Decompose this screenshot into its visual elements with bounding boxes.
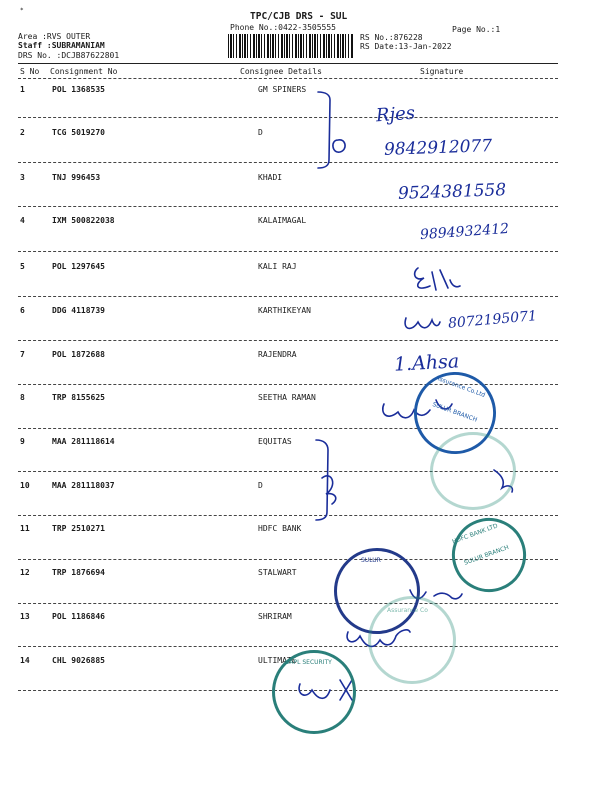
row-6-signature	[405, 318, 440, 328]
row-8-sno: 8	[20, 393, 25, 402]
row-11-consignee: HDFC BANK	[258, 524, 302, 533]
shriram-stamp-text: Assurance Co	[387, 607, 428, 614]
row-3-consignee: KHADI	[258, 173, 283, 182]
area-label: Area :RVS OUTER	[18, 32, 91, 41]
row-6-consignee: KARTHIKEYAN	[258, 306, 311, 315]
row-12-consignment: TRP 1876694	[52, 568, 105, 577]
row-14-consignee: ULTIMATE	[258, 656, 297, 665]
bracket-rows-9-10	[316, 440, 328, 520]
column-consignee: Consignee Details	[240, 67, 322, 76]
phone-number: Phone No.:0422-3505555	[230, 23, 336, 32]
seetha-stamp-inner-text: SULUR BRANCH	[431, 401, 479, 424]
ultimate-stamp-text: UAPL SECURITY	[285, 659, 332, 666]
row-5-sno: 5	[20, 262, 25, 271]
row-4-sno: 4	[20, 216, 25, 225]
row-1-sno: 1	[20, 85, 25, 94]
row-2-consignment: TCG 5019270	[52, 128, 105, 137]
column-sno: S No	[20, 67, 40, 76]
row-14-consignment: CHL 9026885	[52, 656, 105, 665]
hdfc-stamp-text: HDFC BANK LTD	[451, 522, 499, 546]
row-13-consignee: SHRIRAM	[258, 612, 292, 621]
row-8-consignee: SEETHA RAMAN	[258, 393, 316, 402]
row-3-sno: 3	[20, 173, 25, 182]
row-2-signature: 9842912077	[383, 136, 493, 160]
row-13-sno: 13	[20, 612, 30, 621]
row-3-consignment: TNJ 996453	[52, 173, 101, 182]
row-5-consignment: POL 1297645	[52, 262, 105, 271]
row-11-sno: 11	[20, 524, 30, 533]
drs-number: DRS No. :DCJB87622801	[18, 51, 120, 60]
row-10-consignment: MAA 281118037	[52, 481, 115, 490]
row-4-consignee: KALAIMAGAL	[258, 216, 307, 225]
corner-mark: *	[20, 7, 24, 14]
row-2-consignee: D	[258, 128, 263, 137]
row-7-signature: 1.Ahsa	[393, 350, 460, 376]
column-signature: Signature	[420, 67, 464, 76]
row-4-consignment: IXM 500822038	[52, 216, 115, 225]
seetha-stamp-text: Assurance Co.Ltd	[434, 374, 487, 399]
row-2-sno: 2	[20, 128, 25, 137]
page-number: Page No.:1	[452, 25, 501, 34]
row-7-consignment: POL 1872688	[52, 350, 105, 359]
row-9-consignment: MAA 281118614	[52, 437, 115, 446]
row-5-consignee: KALI RAJ	[258, 262, 297, 271]
row-3-signature: 9524381558	[397, 180, 507, 204]
rs-number: RS No.:876228	[360, 33, 423, 42]
row-13-consignment: POL 1186846	[52, 612, 105, 621]
row-7-consignee: RAJENDRA	[258, 350, 297, 359]
row-5-signature	[415, 268, 460, 290]
row-10-consignee: D	[258, 481, 263, 490]
row-6-consignment: DDG 4118739	[52, 306, 105, 315]
stalwart-stamp-text: SULUR	[361, 557, 381, 564]
staff-label: Staff :SUBRAMANIAM	[18, 41, 105, 50]
row-14-sno: 14	[20, 656, 30, 665]
bracket-rows-1-2	[318, 92, 330, 168]
row-7-sno: 7	[20, 350, 25, 359]
row-1-consignee: GM SPINERS	[258, 85, 307, 94]
numeral-mark-rows-9-10	[322, 476, 336, 504]
row-6-phone: 8072195071	[447, 308, 538, 332]
row-1-consignment: POL 1368535	[52, 85, 105, 94]
circle-mark-rows-1-2	[333, 140, 345, 152]
hdfc-stamp-inner-text: SULUR BRANCH	[463, 544, 510, 567]
shriram-stamp	[368, 596, 456, 684]
row-1-signature: Rjes	[375, 102, 416, 127]
row-9-sno: 9	[20, 437, 25, 446]
equitas-stamp	[430, 432, 516, 510]
row-12-consignee: STALWART	[258, 568, 297, 577]
row-11-consignment: TRP 2510271	[52, 524, 105, 533]
row-9-consignee: EQUITAS	[258, 437, 292, 446]
column-consignment: Consignment No	[50, 67, 118, 76]
ultimate-security-stamp	[272, 650, 356, 734]
row-6-sno: 6	[20, 306, 25, 315]
row-4-signature: 9894932412	[419, 220, 510, 244]
row-12-sno: 12	[20, 568, 30, 577]
row-10-sno: 10	[20, 481, 30, 490]
sheet-title: TPC/CJB DRS - SUL	[250, 11, 348, 22]
rs-date: RS Date:13-Jan-2022	[360, 42, 452, 51]
row-8-consignment: TRP 8155625	[52, 393, 105, 402]
